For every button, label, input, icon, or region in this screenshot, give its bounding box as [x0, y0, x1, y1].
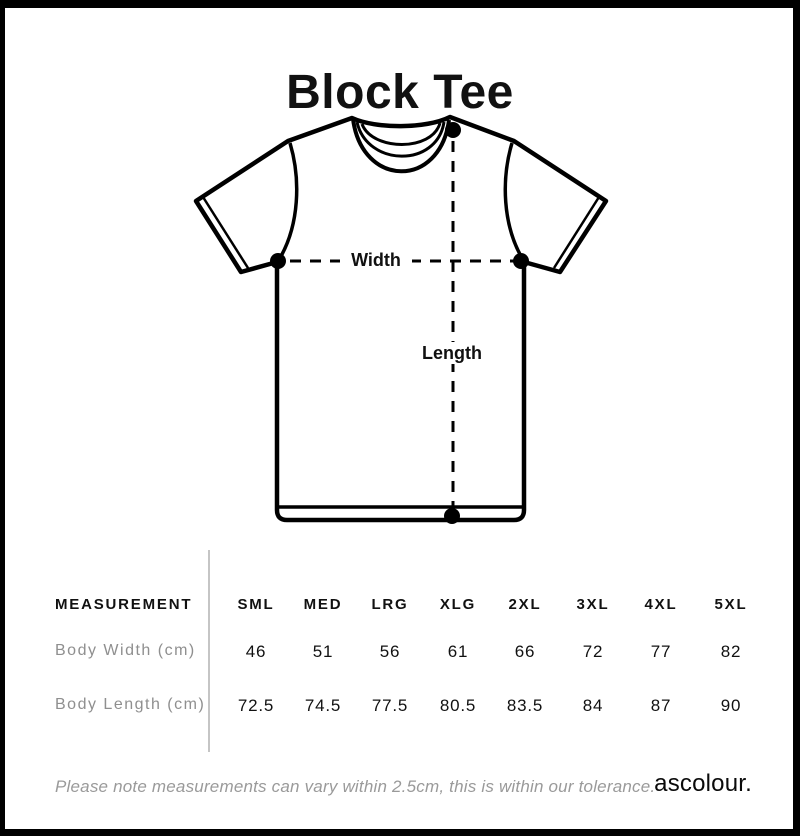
body-width-value: 61: [447, 642, 469, 661]
body-length-value: 77.5: [371, 696, 409, 715]
size-header-3xl: 3XL: [576, 596, 610, 613]
body-length-value: 84: [582, 696, 604, 715]
body-width-value: 51: [312, 642, 334, 661]
measurement-header: MEASUREMENT: [55, 596, 193, 613]
tshirt-outline: [196, 117, 606, 520]
size-header-4xl: 4XL: [644, 596, 678, 613]
tolerance-note: Please note measurements can vary within 2.5cm, this is within our tolerance.: [55, 777, 656, 796]
body-width-row: [0, 642, 800, 664]
size-header-sml: SML: [237, 596, 275, 613]
size-header-xlg: XLG: [439, 596, 477, 613]
hem-point-dot: [444, 508, 460, 524]
brand-logo: ascolour.: [654, 770, 752, 797]
size-header-2xl: 2XL: [508, 596, 542, 613]
body-length-value: 72.5: [237, 696, 275, 715]
width-measure-label: Width: [340, 249, 412, 271]
body-length-value: 87: [650, 696, 672, 715]
tshirt-diagram: [170, 104, 635, 540]
size-header-lrg: LRG: [371, 596, 409, 613]
length-measure-label: Length: [413, 342, 491, 364]
body-length-value: 83.5: [506, 696, 544, 715]
left-underarm-dot: [270, 253, 286, 269]
body-width-value: 72: [582, 642, 604, 661]
size-header-5xl: 5XL: [714, 596, 748, 613]
body-length-value: 80.5: [439, 696, 477, 715]
shoulder-point-dot: [445, 122, 461, 138]
body-width-value: 77: [650, 642, 672, 661]
right-underarm-dot: [513, 253, 529, 269]
body-length-label: Body Length (cm): [55, 696, 206, 713]
table-header-row: [0, 596, 800, 618]
body-width-label: Body Width (cm): [55, 642, 196, 659]
body-width-value: 66: [514, 642, 536, 661]
body-width-value: 56: [379, 642, 401, 661]
size-header-med: MED: [303, 596, 343, 613]
body-width-value: 46: [245, 642, 267, 661]
body-length-row: [0, 696, 800, 718]
page-title: Block Tee: [286, 66, 514, 120]
body-length-value: 90: [720, 696, 742, 715]
body-width-value: 82: [720, 642, 742, 661]
body-length-value: 74.5: [304, 696, 342, 715]
